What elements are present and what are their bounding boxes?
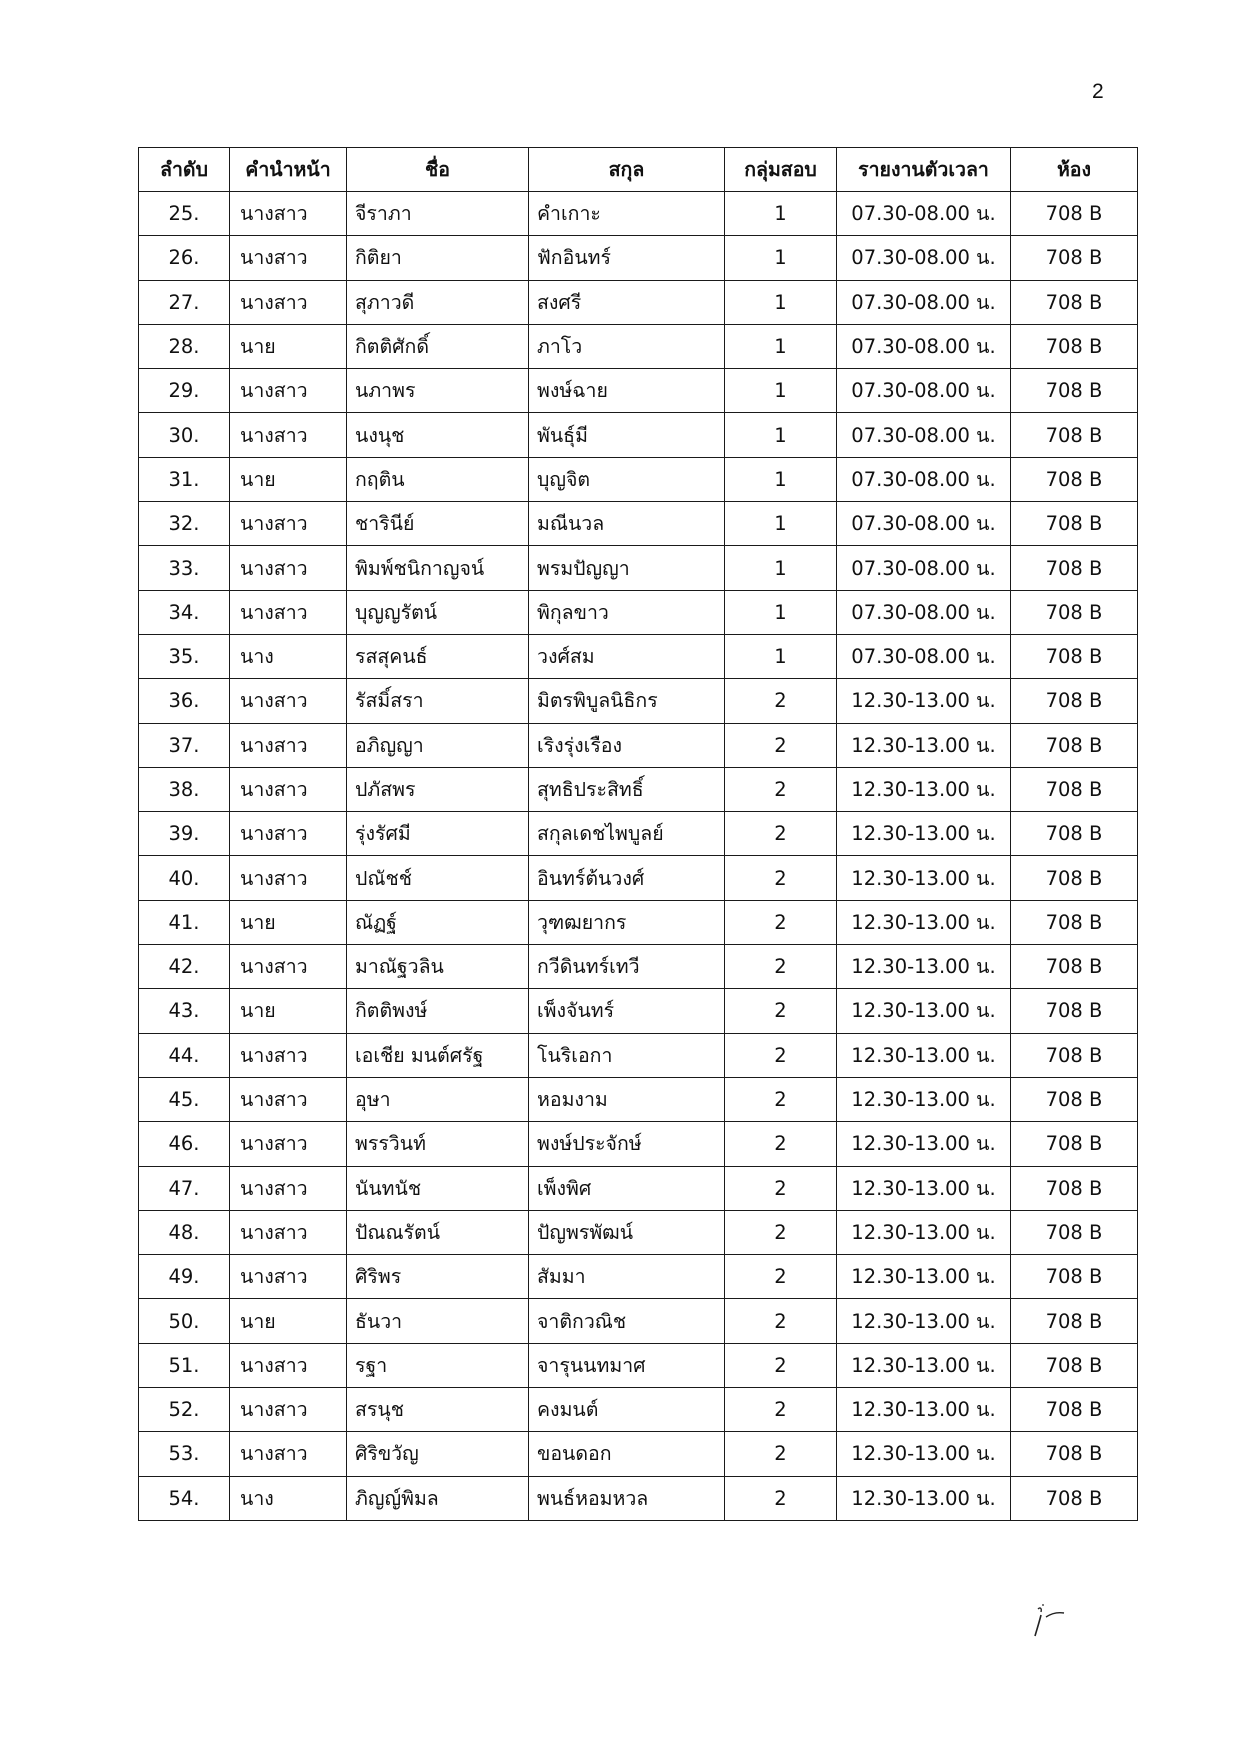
cell-surname: พนธ์หอมหวล (529, 1476, 725, 1520)
table-row (139, 1077, 1138, 1121)
table-row (139, 324, 1138, 368)
cell-order: 44. (139, 1033, 230, 1077)
table-header-row (139, 148, 1138, 192)
cell-report-time: 12.30-13.00 น. (837, 989, 1011, 1033)
cell-surname: พงษ์ฉาย (529, 369, 725, 413)
cell-surname: สุทธิประสิทธิ์ (529, 767, 725, 811)
cell-exam-group: 2 (725, 1476, 837, 1520)
cell-order: 34. (139, 590, 230, 634)
cell-exam-group: 2 (725, 1033, 837, 1077)
cell-report-time: 12.30-13.00 น. (837, 1343, 1011, 1387)
cell-report-time: 07.30-08.00 น. (837, 590, 1011, 634)
cell-report-time: 12.30-13.00 น. (837, 1299, 1011, 1343)
cell-order: 37. (139, 723, 230, 767)
table-row (139, 1476, 1138, 1520)
cell-room: 708 B (1011, 1077, 1138, 1121)
cell-report-time: 07.30-08.00 น. (837, 546, 1011, 590)
cell-surname: พิกุลขาว (529, 590, 725, 634)
cell-order: 38. (139, 767, 230, 811)
cell-order: 36. (139, 679, 230, 723)
cell-report-time: 12.30-13.00 น. (837, 945, 1011, 989)
cell-prefix: นางสาว (230, 590, 347, 634)
cell-report-time: 12.30-13.00 น. (837, 1033, 1011, 1077)
cell-exam-group: 1 (725, 634, 837, 678)
cell-exam-group: 1 (725, 236, 837, 280)
cell-prefix: นางสาว (230, 502, 347, 546)
cell-order: 49. (139, 1255, 230, 1299)
cell-first-name: รุ่งรัศมี (347, 812, 529, 856)
table-row (139, 590, 1138, 634)
cell-first-name: ศิริพร (347, 1255, 529, 1299)
cell-prefix: นางสาว (230, 280, 347, 324)
table-row (139, 1210, 1138, 1254)
cell-report-time: 12.30-13.00 น. (837, 1432, 1011, 1476)
header-report-time: รายงานตัวเวลา (837, 148, 1011, 192)
cell-room: 708 B (1011, 1166, 1138, 1210)
cell-room: 708 B (1011, 856, 1138, 900)
cell-prefix: นาย (230, 324, 347, 368)
cell-order: 45. (139, 1077, 230, 1121)
cell-prefix: นาย (230, 1299, 347, 1343)
cell-report-time: 12.30-13.00 น. (837, 1077, 1011, 1121)
cell-first-name: พิมพ์ชนิกาญจน์ (347, 546, 529, 590)
table-row (139, 945, 1138, 989)
cell-room: 708 B (1011, 546, 1138, 590)
cell-exam-group: 2 (725, 989, 837, 1033)
table-row (139, 457, 1138, 501)
cell-room: 708 B (1011, 1033, 1138, 1077)
header-order: ลำดับ (139, 148, 230, 192)
cell-room: 708 B (1011, 590, 1138, 634)
cell-order: 35. (139, 634, 230, 678)
table-row (139, 989, 1138, 1033)
cell-prefix: นางสาว (230, 369, 347, 413)
cell-prefix: นางสาว (230, 1255, 347, 1299)
header-prefix: คำนำหน้า (230, 148, 347, 192)
cell-exam-group: 2 (725, 856, 837, 900)
cell-surname: จาติกวณิช (529, 1299, 725, 1343)
table-row (139, 502, 1138, 546)
header-room: ห้อง (1011, 148, 1138, 192)
cell-first-name: นงนุช (347, 413, 529, 457)
cell-prefix: นาง (230, 634, 347, 678)
cell-prefix: นางสาว (230, 856, 347, 900)
cell-exam-group: 1 (725, 280, 837, 324)
cell-first-name: ปณัชช์ (347, 856, 529, 900)
cell-exam-group: 1 (725, 502, 837, 546)
table-row (139, 900, 1138, 944)
cell-exam-group: 2 (725, 1299, 837, 1343)
cell-surname: เริงรุ่งเรือง (529, 723, 725, 767)
cell-first-name: ภิญญ์พิมล (347, 1476, 529, 1520)
cell-first-name: อภิญญา (347, 723, 529, 767)
cell-surname: อินทร์ต้นวงศ์ (529, 856, 725, 900)
cell-report-time: 12.30-13.00 น. (837, 1388, 1011, 1432)
cell-order: 30. (139, 413, 230, 457)
table-row (139, 634, 1138, 678)
cell-order: 28. (139, 324, 230, 368)
signature-mark (1030, 1603, 1080, 1643)
cell-exam-group: 1 (725, 192, 837, 236)
cell-exam-group: 2 (725, 1343, 837, 1387)
cell-order: 48. (139, 1210, 230, 1254)
cell-prefix: นาย (230, 900, 347, 944)
cell-exam-group: 2 (725, 767, 837, 811)
cell-prefix: นางสาว (230, 1343, 347, 1387)
cell-surname: คำเกาะ (529, 192, 725, 236)
cell-room: 708 B (1011, 1122, 1138, 1166)
table-row (139, 236, 1138, 280)
cell-room: 708 B (1011, 413, 1138, 457)
cell-exam-group: 2 (725, 812, 837, 856)
cell-order: 46. (139, 1122, 230, 1166)
cell-prefix: นางสาว (230, 679, 347, 723)
cell-exam-group: 2 (725, 900, 837, 944)
cell-order: 29. (139, 369, 230, 413)
cell-order: 41. (139, 900, 230, 944)
cell-room: 708 B (1011, 945, 1138, 989)
cell-report-time: 12.30-13.00 น. (837, 900, 1011, 944)
cell-exam-group: 2 (725, 945, 837, 989)
cell-order: 43. (139, 989, 230, 1033)
cell-report-time: 07.30-08.00 น. (837, 457, 1011, 501)
cell-first-name: ณัฏฐ์ (347, 900, 529, 944)
cell-room: 708 B (1011, 457, 1138, 501)
cell-first-name: ปัณณรัตน์ (347, 1210, 529, 1254)
cell-prefix: นางสาว (230, 546, 347, 590)
header-surname: สกุล (529, 148, 725, 192)
cell-surname: เพ็งพิศ (529, 1166, 725, 1210)
cell-report-time: 07.30-08.00 น. (837, 369, 1011, 413)
table-row (139, 1166, 1138, 1210)
cell-surname: คงมนต์ (529, 1388, 725, 1432)
cell-room: 708 B (1011, 723, 1138, 767)
cell-exam-group: 2 (725, 1255, 837, 1299)
cell-order: 31. (139, 457, 230, 501)
table-row (139, 192, 1138, 236)
cell-first-name: กิตติศักดิ์ (347, 324, 529, 368)
cell-first-name: กิติยา (347, 236, 529, 280)
cell-order: 27. (139, 280, 230, 324)
cell-exam-group: 1 (725, 413, 837, 457)
cell-order: 51. (139, 1343, 230, 1387)
cell-surname: มณีนวล (529, 502, 725, 546)
cell-first-name: มาณัฐวลิน (347, 945, 529, 989)
cell-surname: พันธุ์มี (529, 413, 725, 457)
cell-order: 42. (139, 945, 230, 989)
cell-surname: ขอนดอก (529, 1432, 725, 1476)
cell-prefix: นางสาว (230, 1077, 347, 1121)
table-row (139, 856, 1138, 900)
cell-first-name: ปภัสพร (347, 767, 529, 811)
cell-first-name: นภาพร (347, 369, 529, 413)
cell-order: 50. (139, 1299, 230, 1343)
cell-order: 53. (139, 1432, 230, 1476)
cell-exam-group: 1 (725, 369, 837, 413)
cell-surname: สัมมา (529, 1255, 725, 1299)
table-row (139, 1122, 1138, 1166)
cell-exam-group: 2 (725, 723, 837, 767)
cell-report-time: 07.30-08.00 น. (837, 280, 1011, 324)
cell-room: 708 B (1011, 1476, 1138, 1520)
cell-prefix: นาย (230, 989, 347, 1033)
table-row (139, 280, 1138, 324)
cell-order: 52. (139, 1388, 230, 1432)
cell-report-time: 07.30-08.00 น. (837, 413, 1011, 457)
cell-first-name: รฐา (347, 1343, 529, 1387)
cell-report-time: 12.30-13.00 น. (837, 1476, 1011, 1520)
table-row (139, 1388, 1138, 1432)
cell-exam-group: 1 (725, 324, 837, 368)
cell-first-name: เอเชีย มนต์ศรัฐ (347, 1033, 529, 1077)
cell-surname: โนริเอกา (529, 1033, 725, 1077)
cell-room: 708 B (1011, 1255, 1138, 1299)
cell-room: 708 B (1011, 192, 1138, 236)
cell-order: 39. (139, 812, 230, 856)
table-row (139, 812, 1138, 856)
cell-surname: บุญจิต (529, 457, 725, 501)
cell-prefix: นางสาว (230, 723, 347, 767)
cell-report-time: 12.30-13.00 น. (837, 723, 1011, 767)
table-row (139, 1299, 1138, 1343)
cell-first-name: บุญญรัตน์ (347, 590, 529, 634)
cell-room: 708 B (1011, 502, 1138, 546)
cell-surname: วุฑฒยากร (529, 900, 725, 944)
cell-room: 708 B (1011, 900, 1138, 944)
cell-room: 708 B (1011, 1432, 1138, 1476)
cell-report-time: 12.30-13.00 น. (837, 812, 1011, 856)
cell-surname: ฟักอินทร์ (529, 236, 725, 280)
cell-surname: สกุลเดชไพบูลย์ (529, 812, 725, 856)
cell-report-time: 07.30-08.00 น. (837, 634, 1011, 678)
cell-prefix: นางสาว (230, 767, 347, 811)
cell-first-name: พรรวินท์ (347, 1122, 529, 1166)
cell-surname: สงศรี (529, 280, 725, 324)
cell-prefix: นาย (230, 457, 347, 501)
header-first-name: ชื่อ (347, 148, 529, 192)
table-row (139, 767, 1138, 811)
header-exam-group: กลุ่มสอบ (725, 148, 837, 192)
cell-room: 708 B (1011, 236, 1138, 280)
cell-first-name: ธันวา (347, 1299, 529, 1343)
cell-room: 708 B (1011, 634, 1138, 678)
cell-prefix: นางสาว (230, 192, 347, 236)
cell-surname: กวีดินทร์เทวี (529, 945, 725, 989)
table-row (139, 369, 1138, 413)
cell-surname: ปัญพรพัฒน์ (529, 1210, 725, 1254)
cell-exam-group: 2 (725, 1077, 837, 1121)
cell-prefix: นางสาว (230, 1122, 347, 1166)
cell-first-name: สุภาวดี (347, 280, 529, 324)
table-row (139, 679, 1138, 723)
cell-exam-group: 2 (725, 1432, 837, 1476)
cell-report-time: 07.30-08.00 น. (837, 192, 1011, 236)
page-number: 2 (1092, 80, 1104, 103)
cell-exam-group: 2 (725, 1210, 837, 1254)
cell-report-time: 12.30-13.00 น. (837, 1210, 1011, 1254)
cell-prefix: นางสาว (230, 1432, 347, 1476)
cell-order: 33. (139, 546, 230, 590)
cell-surname: จารุนนทมาศ (529, 1343, 725, 1387)
cell-surname: หอมงาม (529, 1077, 725, 1121)
cell-report-time: 12.30-13.00 น. (837, 767, 1011, 811)
cell-first-name: สรนุช (347, 1388, 529, 1432)
cell-order: 26. (139, 236, 230, 280)
cell-report-time: 12.30-13.00 น. (837, 1122, 1011, 1166)
cell-first-name: อุษา (347, 1077, 529, 1121)
cell-report-time: 12.30-13.00 น. (837, 679, 1011, 723)
cell-room: 708 B (1011, 1343, 1138, 1387)
cell-report-time: 12.30-13.00 น. (837, 1166, 1011, 1210)
cell-prefix: นางสาว (230, 413, 347, 457)
cell-order: 47. (139, 1166, 230, 1210)
cell-first-name: ศิริขวัญ (347, 1432, 529, 1476)
cell-surname: พรมปัญญา (529, 546, 725, 590)
cell-room: 708 B (1011, 280, 1138, 324)
cell-room: 708 B (1011, 1210, 1138, 1254)
table-row (139, 413, 1138, 457)
cell-order: 25. (139, 192, 230, 236)
cell-prefix: นางสาว (230, 236, 347, 280)
cell-order: 32. (139, 502, 230, 546)
table-row (139, 1432, 1138, 1476)
cell-room: 708 B (1011, 1388, 1138, 1432)
cell-prefix: นางสาว (230, 1033, 347, 1077)
cell-order: 54. (139, 1476, 230, 1520)
table-row (139, 1343, 1138, 1387)
cell-room: 708 B (1011, 679, 1138, 723)
cell-surname: ภาโว (529, 324, 725, 368)
cell-prefix: นาง (230, 1476, 347, 1520)
cell-exam-group: 2 (725, 1166, 837, 1210)
table-row (139, 546, 1138, 590)
cell-first-name: รสสุคนธ์ (347, 634, 529, 678)
cell-first-name: นันทนัช (347, 1166, 529, 1210)
cell-prefix: นางสาว (230, 1210, 347, 1254)
cell-report-time: 07.30-08.00 น. (837, 502, 1011, 546)
cell-report-time: 07.30-08.00 น. (837, 236, 1011, 280)
cell-prefix: นางสาว (230, 1166, 347, 1210)
cell-first-name: กิตติพงษ์ (347, 989, 529, 1033)
cell-surname: พงษ์ประจักษ์ (529, 1122, 725, 1166)
cell-room: 708 B (1011, 1299, 1138, 1343)
table-row (139, 723, 1138, 767)
cell-room: 708 B (1011, 369, 1138, 413)
cell-prefix: นางสาว (230, 1388, 347, 1432)
cell-order: 40. (139, 856, 230, 900)
table-row (139, 1255, 1138, 1299)
table-row (139, 1033, 1138, 1077)
table-body (139, 192, 1138, 1521)
cell-exam-group: 2 (725, 679, 837, 723)
cell-exam-group: 1 (725, 590, 837, 634)
cell-first-name: จีราภา (347, 192, 529, 236)
cell-exam-group: 2 (725, 1122, 837, 1166)
cell-room: 708 B (1011, 812, 1138, 856)
cell-room: 708 B (1011, 989, 1138, 1033)
cell-exam-group: 1 (725, 546, 837, 590)
cell-report-time: 12.30-13.00 น. (837, 856, 1011, 900)
cell-room: 708 B (1011, 324, 1138, 368)
cell-prefix: นางสาว (230, 945, 347, 989)
cell-report-time: 12.30-13.00 น. (837, 1255, 1011, 1299)
cell-exam-group: 1 (725, 457, 837, 501)
cell-surname: เพ็งจันทร์ (529, 989, 725, 1033)
cell-room: 708 B (1011, 767, 1138, 811)
exam-roster-table (138, 147, 1138, 1521)
cell-first-name: รัสมิ์สรา (347, 679, 529, 723)
cell-first-name: ชารินีย์ (347, 502, 529, 546)
cell-surname: วงศ์สม (529, 634, 725, 678)
cell-report-time: 07.30-08.00 น. (837, 324, 1011, 368)
cell-exam-group: 2 (725, 1388, 837, 1432)
cell-surname: มิตรพิบูลนิธิกร (529, 679, 725, 723)
cell-first-name: กฤติน (347, 457, 529, 501)
cell-prefix: นางสาว (230, 812, 347, 856)
